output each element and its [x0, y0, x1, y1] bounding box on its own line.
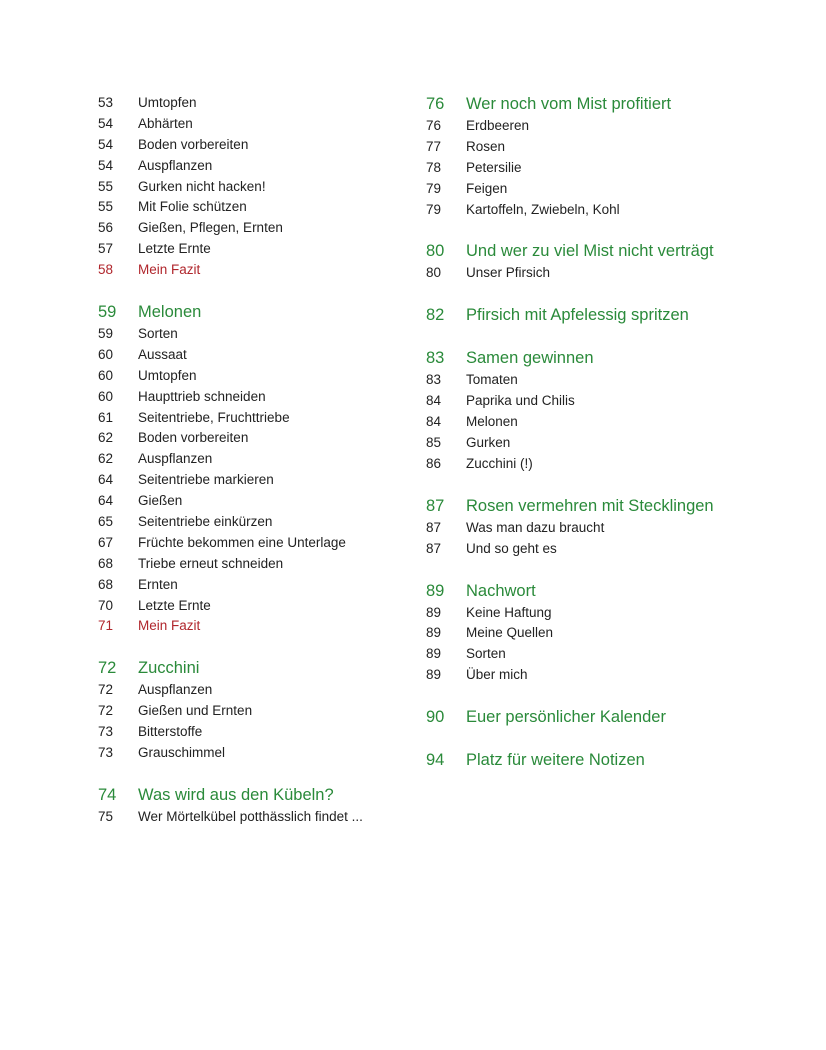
entry-title: Auspflanzen: [138, 451, 213, 467]
entry-page-number: 89: [426, 625, 442, 641]
entry-page-number: 79: [426, 201, 442, 217]
entry-page-number: 68: [98, 576, 114, 592]
toc-section: [98, 657, 398, 764]
entry-title: Letzte Ernte: [138, 597, 211, 613]
toc-chapter-heading[interactable]: [426, 580, 756, 603]
toc-entry[interactable]: [98, 156, 398, 177]
entry-title: Abhärten: [138, 115, 193, 131]
toc-entry[interactable]: [426, 200, 756, 221]
chapter-page-number: 90: [426, 708, 445, 727]
entry-page-number: 67: [98, 534, 114, 550]
chapter-page-number: 74: [98, 785, 117, 804]
entry-page-number: 68: [98, 555, 114, 571]
entry-page-number: 56: [98, 220, 114, 236]
toc-entry[interactable]: [426, 603, 756, 624]
toc-chapter-heading[interactable]: [426, 93, 756, 116]
entry-title: Sorten: [466, 646, 506, 662]
toc-entry[interactable]: [426, 644, 756, 665]
toc-chapter-heading[interactable]: [426, 347, 756, 370]
entry-title: Seitentriebe einkürzen: [138, 514, 273, 530]
entry-title: Seitentriebe, Fruchttriebe: [138, 409, 290, 425]
entry-title: Seitentriebe markieren: [138, 472, 274, 488]
entry-title: Früchte bekommen eine Unterlage: [138, 534, 346, 550]
toc-chapter-heading[interactable]: [426, 495, 756, 518]
chapter-title: Samen gewinnen: [466, 349, 594, 368]
entry-title: Gießen, Pflegen, Ernten: [138, 220, 283, 236]
toc-entry[interactable]: [426, 539, 756, 560]
toc-entry[interactable]: [426, 137, 756, 158]
entry-title: Zucchini (!): [466, 455, 533, 471]
toc-chapter-heading[interactable]: [426, 240, 756, 263]
entry-page-number: 89: [426, 667, 442, 683]
chapter-page-number: 80: [426, 242, 445, 261]
entry-title: Haupttrieb schneiden: [138, 388, 266, 404]
chapter-page-number: 59: [98, 303, 117, 322]
entry-page-number: 89: [426, 646, 442, 662]
toc-entry[interactable]: [98, 722, 398, 743]
toc-section: [426, 580, 756, 687]
toc-chapter-heading[interactable]: [426, 749, 756, 772]
entry-title: Melonen: [466, 414, 518, 430]
entry-title: Paprika und Chilis: [466, 393, 575, 409]
entry-page-number: 54: [98, 115, 114, 131]
chapter-title: Und wer zu viel Mist nicht verträgt: [466, 242, 714, 261]
toc-entry[interactable]: [98, 680, 398, 701]
entry-title: Unser Pfirsich: [466, 265, 551, 281]
entry-page-number: 54: [98, 136, 114, 152]
entry-title: Boden vorbereiten: [138, 430, 249, 446]
toc-entry-fazit[interactable]: [98, 260, 398, 281]
chapter-page-number: 76: [426, 95, 445, 113]
toc-entry[interactable]: [98, 470, 398, 491]
entry-page-number: 62: [98, 451, 114, 467]
entry-title: Gurken: [466, 435, 511, 451]
toc-entry[interactable]: [426, 433, 756, 454]
toc-entry[interactable]: [426, 370, 756, 391]
entry-page-number: 60: [98, 367, 114, 383]
toc-entry[interactable]: [426, 665, 756, 686]
entry-page-number: 59: [98, 326, 114, 342]
entry-page-number: 87: [426, 540, 442, 556]
entry-page-number: 84: [426, 393, 442, 409]
entry-title: Mein Fazit: [138, 618, 201, 634]
entry-title: Mit Folie schützen: [138, 199, 247, 215]
toc-entry[interactable]: [426, 454, 756, 475]
entry-title: Gießen und Ernten: [138, 703, 253, 719]
entry-title: Was man dazu braucht: [466, 519, 605, 535]
entry-page-number: 64: [98, 472, 114, 488]
entry-title: Umtopfen: [138, 367, 197, 383]
toc-entry[interactable]: [426, 518, 756, 539]
toc-chapter-heading[interactable]: [426, 304, 756, 327]
chapter-page-number: 94: [426, 751, 445, 770]
toc-entry[interactable]: [426, 391, 756, 412]
entry-title: Kartoffeln, Zwiebeln, Kohl: [466, 201, 620, 217]
toc-section: [426, 240, 756, 284]
entry-title: Rosen: [466, 138, 506, 154]
entry-page-number: 75: [98, 808, 114, 824]
entry-title: Sorten: [138, 326, 178, 342]
chapter-title: Melonen: [138, 303, 202, 322]
toc-section: [426, 93, 756, 220]
chapter-title: Pfirsich mit Apfelessig spritzen: [466, 306, 689, 325]
entry-page-number: 77: [426, 138, 442, 154]
toc-section: [426, 347, 756, 474]
toc-entry[interactable]: [98, 533, 398, 554]
entry-page-number: 73: [98, 745, 114, 761]
toc-chapter-heading[interactable]: [98, 784, 398, 807]
toc-section: [426, 749, 756, 772]
toc-section: [98, 784, 398, 828]
entry-title: Auspflanzen: [138, 682, 213, 698]
entry-title: Aussaat: [138, 346, 187, 362]
toc-entry[interactable]: [98, 366, 398, 387]
toc-entry[interactable]: [98, 554, 398, 575]
toc-entry[interactable]: [98, 218, 398, 239]
chapter-page-number: 87: [426, 496, 445, 515]
entry-title: Meine Quellen: [466, 625, 554, 641]
toc-entry[interactable]: [426, 179, 756, 200]
entry-page-number: 64: [98, 493, 114, 509]
entry-title: Feigen: [466, 180, 508, 196]
entry-title: Petersilie: [466, 159, 522, 175]
toc-entry[interactable]: [98, 387, 398, 408]
entry-page-number: 60: [98, 346, 114, 362]
toc-entry[interactable]: [98, 807, 398, 828]
entry-title: Erdbeeren: [466, 118, 530, 133]
toc-entry-fazit[interactable]: [98, 616, 398, 637]
entry-page-number: 87: [426, 519, 442, 535]
entry-title: Tomaten: [466, 372, 518, 388]
entry-title: Gießen: [138, 493, 183, 509]
toc-entry[interactable]: [98, 135, 398, 156]
entry-page-number: 71: [98, 618, 114, 634]
toc-section: [426, 495, 756, 560]
toc-entry[interactable]: [98, 491, 398, 512]
entry-page-number: 57: [98, 241, 114, 257]
entry-page-number: 83: [426, 372, 442, 388]
toc-entry[interactable]: [98, 93, 398, 114]
chapter-title: Euer persönlicher Kalender: [466, 708, 666, 727]
toc-entry[interactable]: [98, 701, 398, 722]
entry-page-number: 55: [98, 178, 114, 194]
toc-entry[interactable]: [426, 263, 756, 284]
toc-chapter-heading[interactable]: [98, 657, 398, 680]
chapter-page-number: 82: [426, 306, 445, 325]
entry-page-number: 80: [426, 265, 442, 281]
entry-page-number: 62: [98, 430, 114, 446]
chapter-title: Was wird aus den Kübeln?: [138, 785, 334, 804]
entry-title: Bitterstoffe: [138, 724, 203, 740]
chapter-title: Platz für weitere Notizen: [466, 751, 645, 770]
toc-chapter-heading[interactable]: [98, 301, 398, 324]
chapter-title: Zucchini: [138, 659, 200, 678]
entry-title: Wer Mörtelkübel potthässlich findet ...: [138, 808, 363, 824]
chapter-title: Rosen vermehren mit Stecklingen: [466, 496, 714, 515]
entry-page-number: 73: [98, 724, 114, 740]
toc-entry[interactable]: [98, 197, 398, 218]
toc-entry[interactable]: [98, 428, 398, 449]
toc-entry[interactable]: [426, 412, 756, 433]
entry-title: Grauschimmel: [138, 745, 226, 761]
toc-entry[interactable]: [98, 114, 398, 135]
toc-section: [426, 304, 756, 327]
entry-page-number: 53: [98, 95, 114, 110]
entry-page-number: 79: [426, 180, 442, 196]
entry-page-number: 84: [426, 414, 442, 430]
entry-page-number: 60: [98, 388, 114, 404]
entry-page-number: 85: [426, 435, 442, 451]
entry-title: Mein Fazit: [138, 262, 201, 278]
entry-title: Auspflanzen: [138, 157, 213, 173]
toc-entry[interactable]: [98, 345, 398, 366]
entry-page-number: 54: [98, 157, 114, 173]
toc-entry[interactable]: [98, 512, 398, 533]
entry-title: Keine Haftung: [466, 604, 552, 620]
chapter-page-number: 72: [98, 659, 117, 678]
chapter-page-number: 83: [426, 349, 445, 368]
entry-page-number: 89: [426, 604, 442, 620]
toc-entry[interactable]: [98, 177, 398, 198]
entry-page-number: 58: [98, 262, 114, 278]
toc-entry[interactable]: [426, 116, 756, 137]
entry-title: Über mich: [466, 667, 528, 683]
toc-entry[interactable]: [98, 239, 398, 260]
toc-entry[interactable]: [98, 449, 398, 470]
toc-column-right: [426, 93, 756, 792]
entry-title: Boden vorbereiten: [138, 136, 249, 152]
toc-entry[interactable]: [426, 623, 756, 644]
entry-title: Ernten: [138, 576, 178, 592]
entry-page-number: 65: [98, 514, 114, 530]
entry-title: Letzte Ernte: [138, 241, 211, 257]
chapter-page-number: 89: [426, 581, 445, 600]
toc-section: [98, 93, 398, 281]
entry-title: Umtopfen: [138, 95, 197, 110]
entry-page-number: 70: [98, 597, 114, 613]
entry-page-number: 78: [426, 159, 442, 175]
toc-section: [98, 301, 398, 637]
toc-column-left: [98, 93, 398, 848]
chapter-title: Wer noch vom Mist profitiert: [466, 95, 672, 113]
toc-entry[interactable]: [426, 158, 756, 179]
toc-entry[interactable]: [98, 743, 398, 764]
toc-entry[interactable]: [98, 575, 398, 596]
entry-title: Gurken nicht hacken!: [138, 178, 266, 194]
entry-page-number: 72: [98, 703, 114, 719]
toc-entry[interactable]: [98, 596, 398, 617]
entry-page-number: 72: [98, 682, 114, 698]
entry-page-number: 61: [98, 409, 114, 425]
toc-entry[interactable]: [98, 408, 398, 429]
entry-title: Und so geht es: [466, 540, 557, 556]
toc-chapter-heading[interactable]: [426, 706, 756, 729]
entry-title: Triebe erneut schneiden: [138, 555, 284, 571]
toc-section: [426, 706, 756, 729]
entry-page-number: 86: [426, 455, 442, 471]
entry-page-number: 55: [98, 199, 114, 215]
entry-page-number: 76: [426, 118, 442, 133]
toc-entry[interactable]: [98, 324, 398, 345]
chapter-title: Nachwort: [466, 581, 536, 600]
